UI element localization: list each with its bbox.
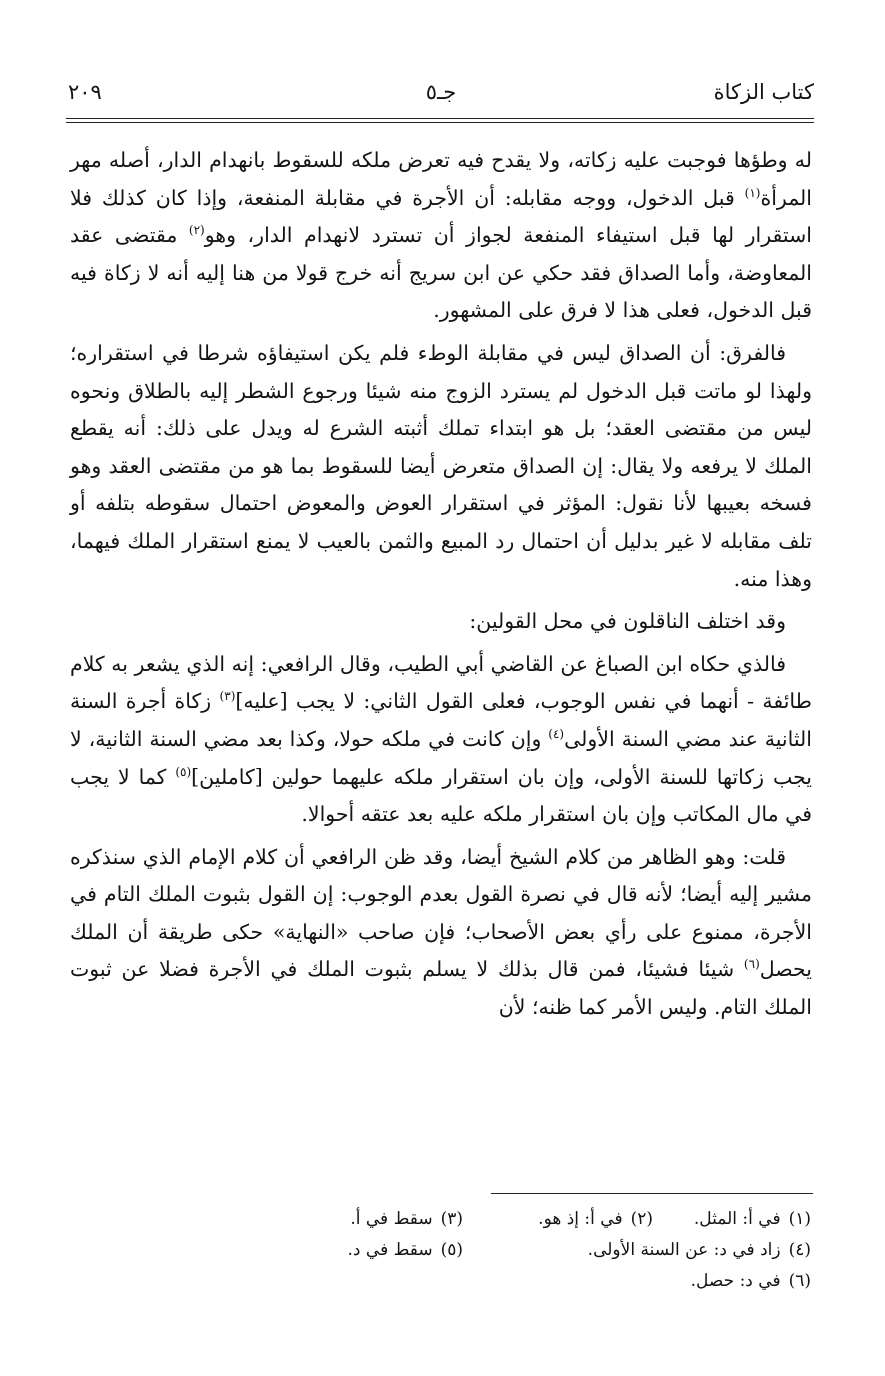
footnote-ref[interactable]: (٤) bbox=[548, 727, 565, 742]
paragraph-5 bbox=[70, 839, 812, 1027]
footnote-row bbox=[211, 1266, 811, 1297]
footnote-ref[interactable]: (٥) bbox=[175, 764, 192, 779]
footnote-number: (٣) bbox=[440, 1209, 463, 1229]
text-run: وإن كانت في ملكه حولا، وكذا بعد مضي السنة الثانية، لا يجب زكاتها للسنة الأولى، وإن بان استقرار ملكه عليهما حولين [كاملين] bbox=[70, 726, 813, 789]
volume-label: جـ٥ bbox=[425, 80, 457, 104]
footnote-text: زاد في د: عن السنة الأولى. bbox=[587, 1240, 781, 1260]
paragraph-2: فالفرق: أن الصداق ليس في مقابلة الوطء فلم يكن استيفاؤه شرطا في استقراره؛ ولهذا لو ماتت قبل الدخول لم يسترد الزوج منه شيئا ورجوع الشطر إليه بالطلاق ونحوه ليس من مقتضى العقد؛ بل هو ابتداء تملك أثبته الشرع له ويدل على ذلك: أنه يقطع الملك لا يرفعه ولا يقال: إن الصداق متعرض أيضا للسقوط بما هو من مقتضى العقد وهو فسخه بعيبها لأنا نقول: المؤثر في استقرار العوض والمعوض احتمال سقوطه بتلفه أو تلف مقابله لا غير بدليل أن احتمال رد المبيع والثمن بالعيب لا يمنع استقرار الملك فيهما، وهذا منه. bbox=[70, 340, 812, 591]
footnote-ref[interactable]: (٣) bbox=[219, 689, 236, 704]
footnote-6 bbox=[691, 1266, 811, 1297]
text-run: مقتضى عقد المعاوضة، وأما الصداق فقد حكي عن ابن سريج أنه خرج قولا من هنا إليه أنه لا زكاة فيه قبل الدخول، فعلى هذا لا فرق على المشهور. bbox=[70, 223, 812, 323]
footnote-2 bbox=[463, 1204, 653, 1235]
footnote-text: في أ: المثل. bbox=[693, 1209, 781, 1229]
footnote-1 bbox=[653, 1204, 811, 1235]
footnote-text: سقط في د. bbox=[347, 1240, 433, 1260]
header-rule bbox=[66, 118, 814, 119]
paragraph-1 bbox=[70, 142, 812, 330]
paragraph-3: وقد اختلف الناقلون في محل القولين: bbox=[469, 609, 786, 634]
running-header bbox=[68, 80, 814, 114]
main-text bbox=[70, 142, 812, 1032]
footnote-row bbox=[211, 1204, 811, 1235]
footnote-number: (٢) bbox=[630, 1209, 653, 1229]
footnote-text: في أ: إذ هو. bbox=[538, 1209, 623, 1229]
footnote-4 bbox=[561, 1235, 811, 1266]
footnotes bbox=[211, 1204, 811, 1297]
footnote-number: (١) bbox=[788, 1209, 811, 1229]
text-run: زكاة أجرة السنة الثانية عند مضي السنة الأولى bbox=[70, 689, 812, 751]
page-number: ٢٠٩ bbox=[68, 80, 102, 104]
text-run: كما لا يجب في مال المكاتب وإن بان استقرار ملكه عليه بعد عتقه أحوالا. bbox=[70, 764, 812, 827]
footnote-ref[interactable]: (٢) bbox=[188, 223, 205, 238]
header-rule-inner bbox=[66, 122, 814, 123]
paragraph-4 bbox=[70, 646, 812, 834]
footnote-number: (٦) bbox=[788, 1271, 811, 1291]
text-run: له وطؤها فوجبت عليه زكاته، ولا يقدح فيه تعرض ملكه للسقوط بانهدام الدار، أصله مهر المرأة bbox=[70, 148, 812, 210]
book-title: كتاب الزكاة bbox=[713, 80, 814, 104]
footnote-5 bbox=[348, 1235, 463, 1266]
text-run: فالذي حكاه ابن الصباغ عن القاضي أبي الطيب، وقال الرافعي: إنه الذي يشعر به كلام طائفة - أنهما في نفس الوجوب، فعلى القول الثاني: لا يجب [عليه] bbox=[70, 651, 812, 714]
footnote-ref[interactable]: (١) bbox=[744, 185, 761, 200]
text-run: قبل الدخول، ووجه مقابله: أن الأجرة في مقابلة المنفعة، وإذا كان كذلك فلا استقرار لها قبل استيفاء المنفعة لجواز أن تسترد لانهدام الدار، وهو bbox=[70, 185, 812, 248]
footnote-text: سقط في أ. bbox=[350, 1209, 433, 1229]
footnote-3 bbox=[350, 1204, 463, 1235]
text-run: شيئا فشيئا، فمن قال بذلك لا يسلم بثبوت الملك في الأجرة فضلا عن ثبوت الملك التام. وليس الأمر كما ظنه؛ لأن bbox=[70, 957, 812, 1020]
footnote-rule bbox=[491, 1193, 813, 1194]
footnote-ref[interactable]: (٦) bbox=[743, 957, 760, 972]
footnote-number: (٤) bbox=[788, 1240, 811, 1260]
footnote-number: (٥) bbox=[440, 1240, 463, 1260]
footnote-row bbox=[211, 1235, 811, 1266]
text-run: قلت: وهو الظاهر من كلام الشيخ أيضا، وقد ظن الرافعي أن كلام الإمام الذي سنذكره مشير إليه أيضا؛ لأنه قال في نصرة القول بعدم الوجوب: إن القول بثبوت الملك التام في الأجرة، ممنوع على رأي بعض الأصحاب؛ فإن صاحب «النهاية» حكى طريقة أن الملك يحصل bbox=[70, 844, 812, 982]
footnote-text: في د: حصل. bbox=[690, 1271, 781, 1291]
